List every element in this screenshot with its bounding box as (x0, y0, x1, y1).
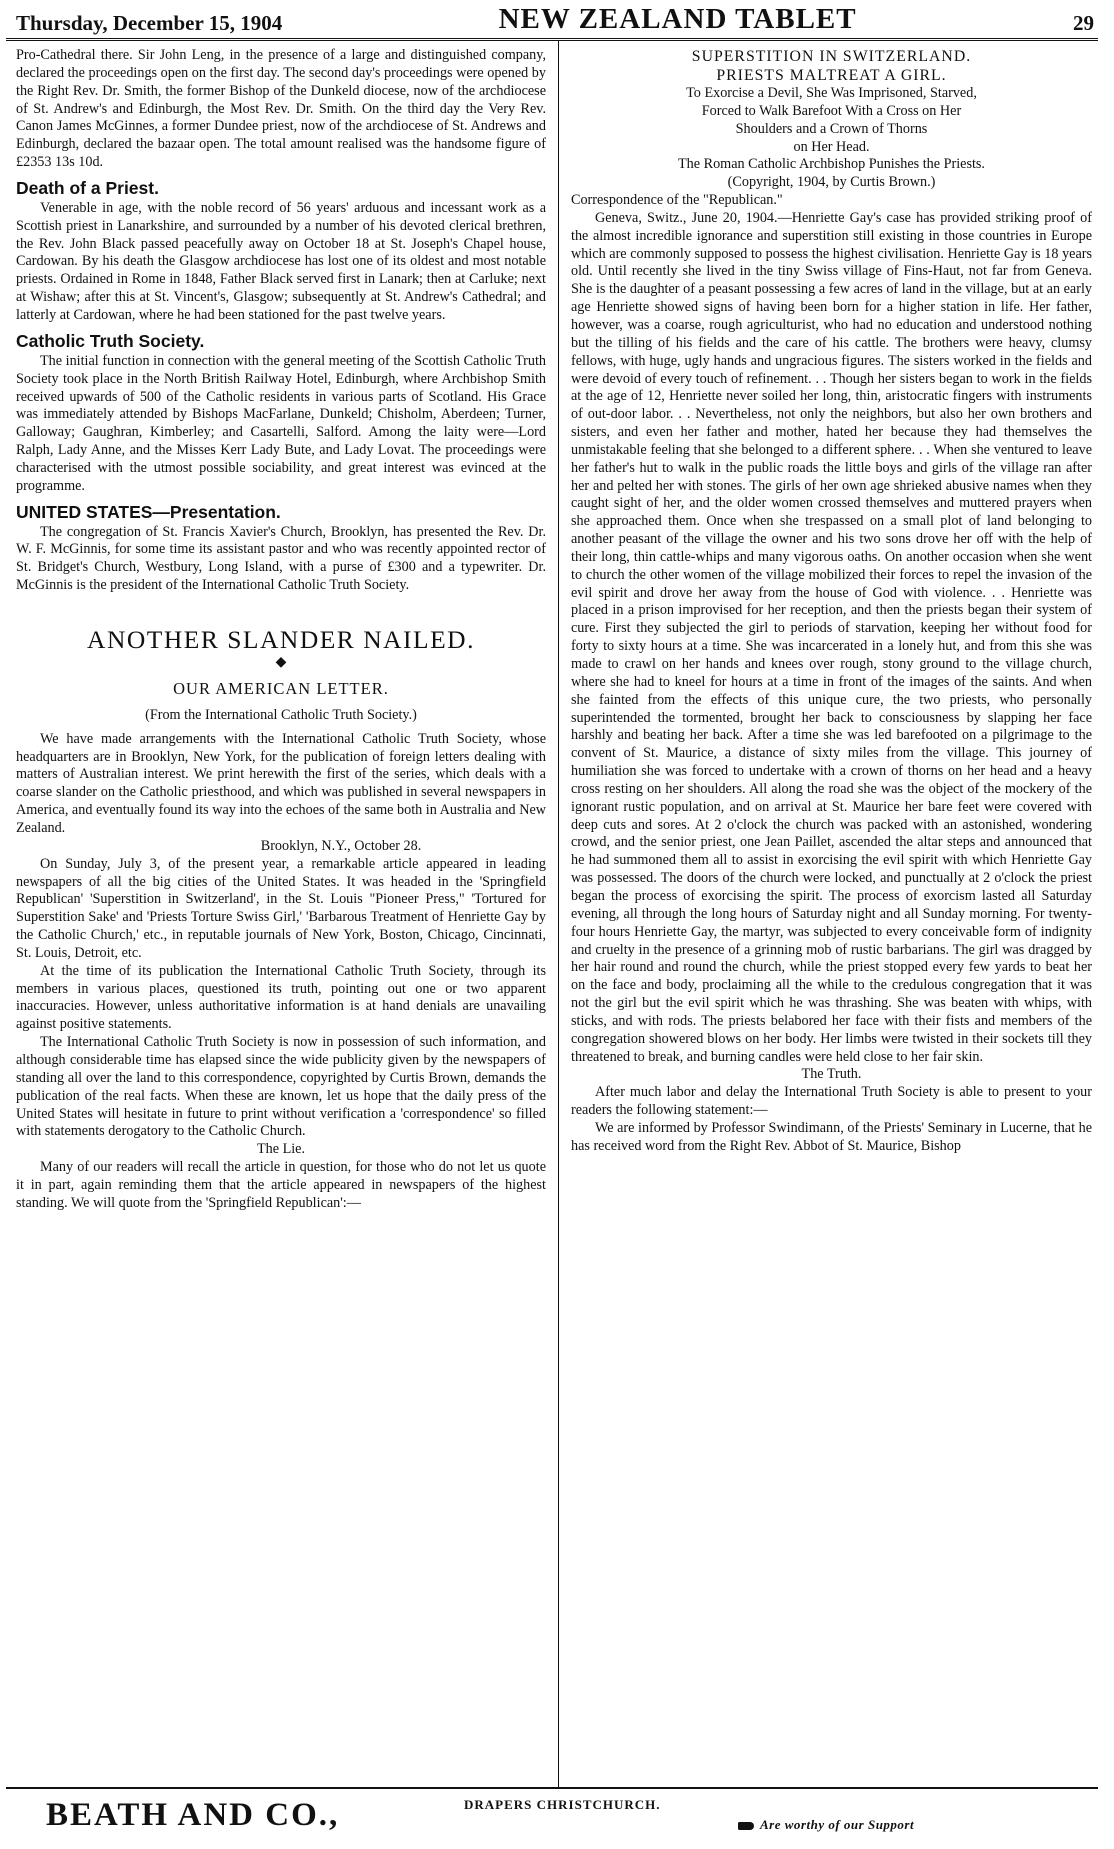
issue-date: Thursday, December 15, 1904 (16, 11, 283, 35)
catholic-truth-society-paragraph: The initial function in connection with the general meeting of the Scottish Catholic Truth Society took place in the North British Railway Hotel, Edinburgh, where Archbishop Smith received upwards of 500 of the Catholic residents in various parts of Scotland. His Grace was immediately attended by Bishops MacFarlane, Dunkeld; Chisholm, Aberdeen; Turner, Galloway; Gaughran, Kimberley; and Casartelli, Salford. Among the laity were—Lord Ralph, Lady Anne, and the Misses Kerr Lady Bute, and Lady Lovat. The proceedings were characterised with the utmost possible sociability, and great interest was evinced at the programme. (16, 352, 546, 494)
united-states-paragraph: The congregation of St. Francis Xavier's Church, Brooklyn, has presented the Rev. Dr. W. F. McGinnis, for some time its assistant pastor and who was recently appointed rector of St. Bridget's Church, Westbury, Long Island, with a purse of £300 and a typewriter. Dr. McGinnis is the president of the International Catholic Truth Society. (16, 523, 546, 594)
firm-name: BEATH AND CO., (46, 1797, 340, 1833)
letter-dateline: Brooklyn, N.Y., October 28. (260, 837, 422, 854)
article-columns (6, 41, 1098, 1789)
american-letter-title: OUR AMERICAN LETTER. (173, 678, 389, 698)
letter-paragraph-1: On Sunday, July 3, of the present year, a remarkable article appeared in leading newspapers of all the big cities of the United States. It was headed in the 'Springfield Republican' 'Superstition in Switzerland', in the St. Louis "Pioneer Press," 'Tortured for Superstition Sake' and 'Priests Torture Swiss Girl,' 'Barbarous Treatment of Henriette Gay by the Catholic Church,' etc., in reputable journals of New York, Boston, Chicago, Cincinnati, St. Louis, Detroit, etc. (16, 855, 546, 961)
newspaper-title: NEW ZEALAND TABLET (498, 3, 857, 35)
right-column (559, 41, 1098, 1787)
deck-line: Forced to Walk Barefoot With a Cross on Her (701, 102, 962, 119)
letter-intro-paragraph: We have made arrangements with the International Catholic Truth Society, whose headquarters are in Brooklyn, New York, for the publication of foreign letters dealing with matters of Australian interest. We print herewith the first of the series, which deals with a coarse slander on the Catholic priesthood, and which was published in several newspapers in America, and eventually found its way into the echoes of the same both in Australia and New Zealand. (16, 730, 546, 836)
letter-source: (From the International Catholic Truth Society.) (145, 706, 417, 723)
the-lie-heading: The Lie. (256, 1141, 306, 1158)
deck-line: on Her Head. (793, 138, 870, 155)
slander-nailed-title: ANOTHER SLANDER NAILED. (87, 624, 475, 654)
priests-maltreat-title: PRIESTS MALTREAT A GIRL. (716, 67, 947, 84)
deck-line: The Roman Catholic Archbishop Punishes the Priests. (678, 156, 985, 173)
support-slogan (738, 1817, 914, 1833)
united-states-heading: UNITED STATES—Presentation. (16, 501, 281, 522)
the-lie-paragraph: Many of our readers will recall the article in question, for those who do not let us quote it in part, again reminding them that the article appeared in newspapers of the highest standing. We will quote from the 'Springfield Republican':— (16, 1159, 546, 1211)
letter-paragraph-3: The International Catholic Truth Society is now in possession of such information, and although considerable time has elapsed since the wide publicity given by the newspapers of standing all over the land to this correspondence, copyrighted by Curtis Brown, demands the publication of the real facts. When these are known, let us hope that the daily press of the United States will hesitate in future to print without verification a 'correspondence' so filled with statements derogatory to the Catholic Church. (16, 1034, 546, 1140)
copyright-line: (Copyright, 1904, by Curtis Brown.) (727, 174, 936, 191)
the-truth-paragraph-2: We are informed by Professor Swindimann, of the Priests' Seminary in Lucerne, that he has received word from the Right Rev. Abbot of St. Maurice, Bishop (571, 1119, 1092, 1154)
death-of-priest-paragraph: Venerable in age, with the noble record of 56 years' arduous and incessant work as a Scottish priest in Lanarkshire, and surrounded by a number of his devoted clerical brethren, the Rev. John Black passed peacefully away on October 18 at St. Joseph's Chapel house, Cardowan. By his death the Glasgow archdiocese has lost one of its oldest and most notable priests. Ordained in Rome in 1848, Father Black served first in Lanark; then at Carluke; next at Wishaw; after this at St. Vincent's, Glasgow; subsequently at St. Andrew's Cathedral; and latterly at Cardowan, where he had been stationed for the past twelve years. (16, 199, 546, 323)
the-truth-paragraph-1: After much labor and delay the International Truth Society is able to present to your readers the following statement:— (571, 1084, 1092, 1119)
advertisement-footer (6, 1789, 1098, 1849)
pointing-hand-icon (738, 1822, 754, 1830)
left-column (6, 41, 559, 1787)
letter-paragraph-2: At the time of its publication the International Catholic Truth Society, through its members in various places, questioned its truth, pointing out one or two apparent inaccuracies. However, unless authoritative information is at hand denials are unavailing against positive statements. (16, 962, 546, 1033)
the-truth-heading: The Truth. (801, 1066, 862, 1083)
story-paragraph: Geneva, Switz., June 20, 1904.—Henriette Gay's case has provided striking proof of the almost incredible ignorance and superstition still existing in those countries in Europe which are commonly supposed to possess the highest civilisation. Henriette Gay is 18 years old. Until recently she lived in the tiny Swiss village of Fins-Haut, not far from Geneva. She is the daughter of a peasant possessing a few acres of land in the village, but at an early age Henriette showed signs of having been born for a higher station in life. Her father, however, was a coarse, rough agriculturist, who had no education and understood nothing but the tilling of his fields and the care of his cattle. The brothers were heavy, clumsy fellows, with huge, ugly hands and ungracious figures. The sisters worked in the fields and were devoid of every touch of refinement. . . Though her sisters began to work in the fields at the age of 12, Henriette never soiled her long, thin, aristocratic fingers with instruments of out-door labor. . . Nevertheless, not only the neighbors, but also her own brothers and sisters, and even her father and mother, hated her because they had themselves the unmistakable feeling that she belonged to a different sphere. . . When she ventured to leave her father's hut to walk in the public roads the little boys and girls of the village ran after her and pelted her with stones. The girls of her own age shrieked abusive names when they caught sight of her, and the older women crossed themselves and muttered prayers when she approached them. Once when she trespassed on a small plot of land belonging to another peasant of the village the owner and his two sons drove her off with the help of their long, thin cattle-whips and many vigorous oaths. On another occasion when she went to church the other women of the village mobilized their forces to repel the invasion of the evil spirit and drove her away from the house of God with violence. . . Henriette was placed in a prison improvised for her reception, and then the priests began their system of cure. First they subjected the girl to periods of starvation, keeping her without food for forty to sixty hours at a time. She was incarcerated in a lonely hut, and from this she was made to crawl on her hands and knees over rough, stony ground to the village church, where she had to kneel for hours at a time in front of the images of the saints. And when she fainted from the effects of this unique cure, the two priests, who personally superintended the tormented, brought her back to consciousness by slapping her face harshly and beating her back. After a time she was led barefooted on a pilgrimage to the convent of St. Maurice, a distance of sixty miles from the village. This journey of humiliation she was forced to undertake with a crown of thorns on her head and a heavy cross resting on her shoulders. All along the road she was the object of the mockery of the ignorant rustic population, and on arrival at St. Maurice her bare feet were covered with deep cuts and sores. At 2 o'clock the church was packed with an astonished, wondering crowd, and the senior priest, one Jean Paillet, ascended the altar steps and announced that he had summoned them all to assist in exorcising the evil spirit with which Henriette Gay was possessed. The doors of the church were locked, and punctually at 2 o'clock the priest began the process of exorcising the spirit. The process of exorcism lasted all Saturday evening, all through the long hours of Saturday night and all Sunday morning. For twenty-four hours Henriette Gay, the martyr, was subjected to every conceivable form of indignity and cruelty in the presence of a grinning mob of rustic barbarians. The girl was dragged by her hair round and round the church, while the priest stopped every few yards to beat her on the face and body, proclaiming all the while to the credulous congregation that it was not the girl but the evil spirit which he was thrashing. She was beaten with whips, with sticks, and with rods. The priests belabored her face with their fists and members of the congregation showered blows on her body. Her limbs were twisted in their sockets till they threatened to break, and burning candles were held close to her fair skin. (571, 209, 1092, 1065)
deck-line: To Exorcise a Devil, She Was Imprisoned, Starved, (686, 85, 977, 101)
deck-line: Shoulders and a Crown of Thorns (735, 120, 928, 137)
switzerland-title: SUPERSTITION IN SWITZERLAND. (691, 48, 972, 65)
page-number: 29 (1073, 11, 1094, 35)
bazaar-paragraph: Pro-Cathedral there. Sir John Leng, in the presence of a large and distinguished company, declared the proceedings open on the first day. The second day's proceedings were opened by the Right Rev. Dr. Smith, the former Bishop of the Dunkeld diocese, now of the archdiocese of St. Andrew's and Edinburgh, the Most Rev. Dr. Smith. On the third day the Very Rev. Canon James McGinnes, a former Dundee priest, now of the archdiocese of St. Andrews and Edinburgh, declared the bazaar open. The total amount realised was the handsome figure of £2353 13s 10d. (16, 47, 546, 171)
support-text: Are worthy of our Support (760, 1817, 915, 1832)
death-of-priest-heading: Death of a Priest. (16, 177, 159, 198)
firm-trade: DRAPERS CHRISTCHURCH. (464, 1797, 661, 1812)
ornament-divider-icon: ◆ (275, 653, 287, 670)
catholic-truth-society-heading: Catholic Truth Society. (16, 330, 205, 351)
correspondence-line: Correspondence of the "Republican." (571, 192, 783, 209)
masthead (6, 3, 1098, 41)
